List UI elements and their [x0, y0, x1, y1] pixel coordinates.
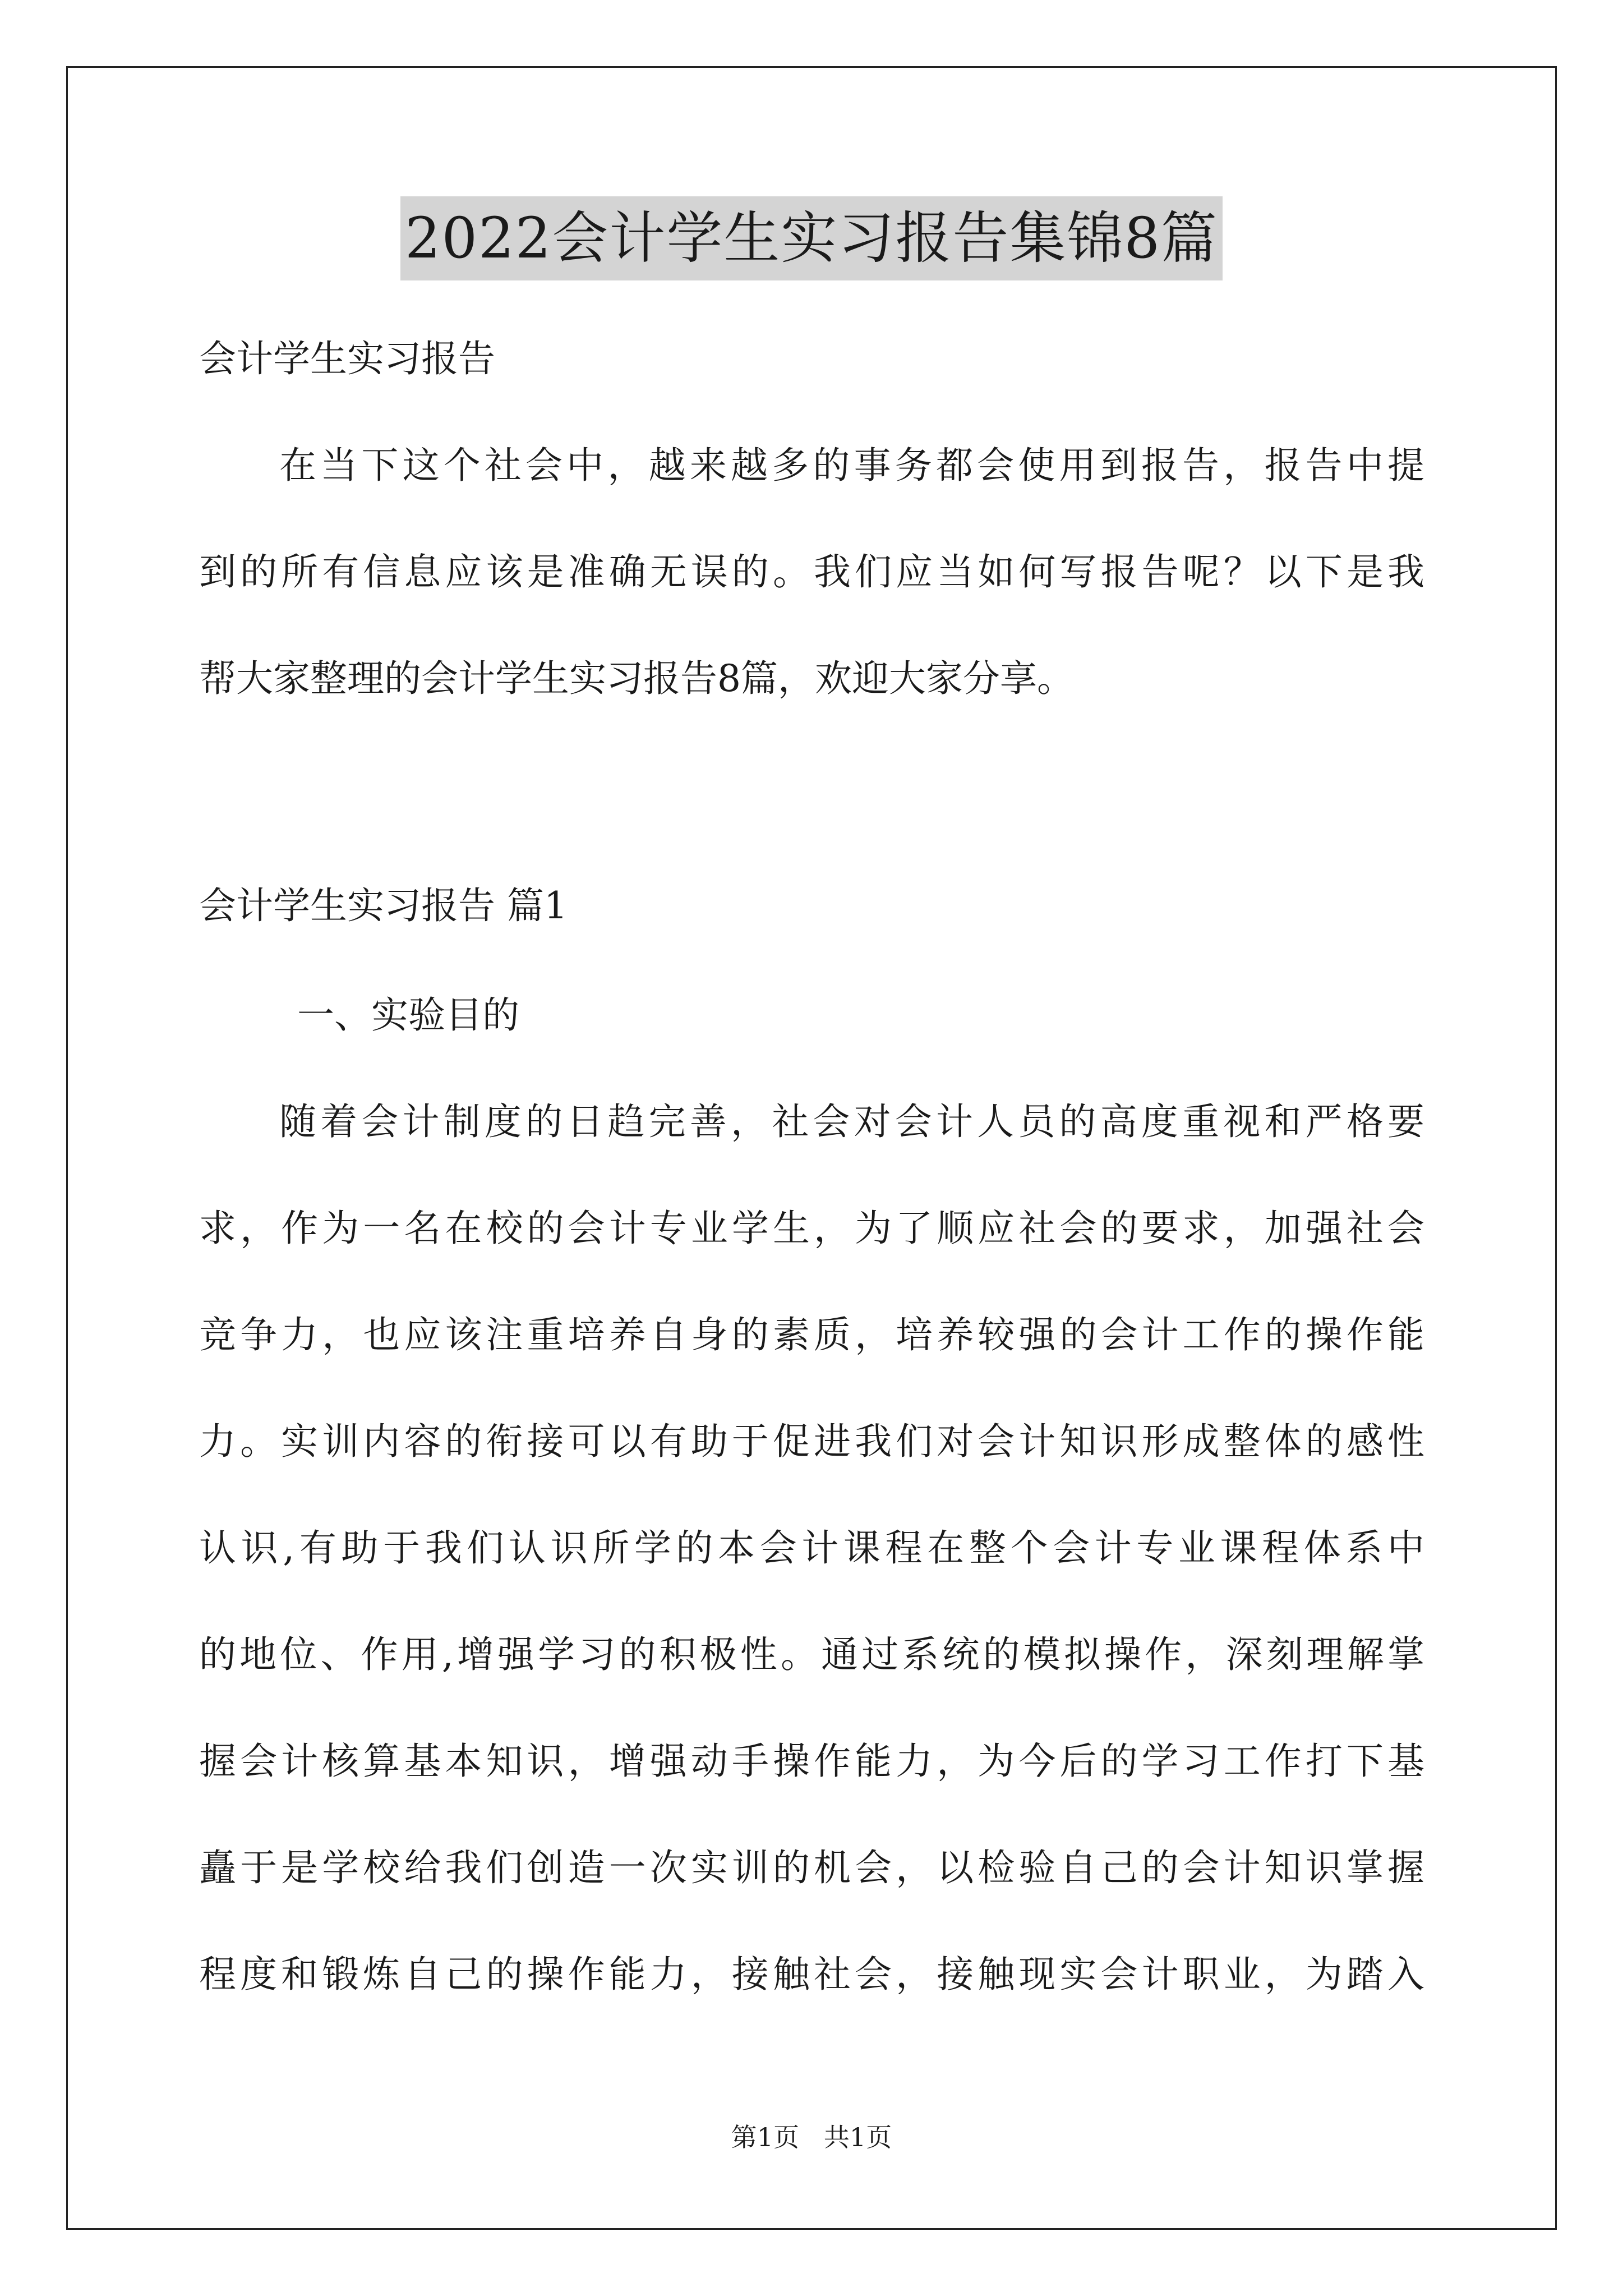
document-title: 2022会计学生实习报告集锦8篇 [400, 196, 1223, 280]
subheading: 一、实验目的 [297, 993, 519, 1037]
intro-line: 帮大家整理的会计学生实习报告8篇，欢迎大家分享。 [199, 657, 1074, 700]
body-line: 竞争力，也应该注重培养自身的素质，培养较强的会计工作的操作能 [199, 1313, 1424, 1356]
body-line: 认识,有助于我们认识所学的本会计课程在整个会计专业课程体系中 [199, 1526, 1424, 1570]
title-container [0, 196, 1623, 280]
body-line: 力。实训内容的衔接可以有助于促进我们对会计知识形成整体的感性 [199, 1420, 1424, 1463]
intro-line: 在当下这个社会中，越来越多的事务都会使用到报告，报告中提 [279, 444, 1424, 487]
body-line: 随着会计制度的日趋完善，社会对会计人员的高度重视和严格要 [279, 1100, 1424, 1143]
body-line: 握会计核算基本知识，增强动手操作能力，为今后的学习工作打下基 [199, 1740, 1424, 1783]
body-line: 的地位、作用,增强学习的积极性。通过系统的模拟操作，深刻理解掌 [199, 1633, 1424, 1676]
intro-line: 到的所有信息应该是准确无误的。我们应当如何写报告呢？以下是我 [199, 550, 1424, 593]
body-line: 程度和锻炼自己的操作能力，接触社会，接触现实会计职业，为踏入 [199, 1953, 1424, 1996]
body-line: 矗于是学校给我们创造一次实训的机会，以检验自己的会计知识掌握 [199, 1846, 1424, 1889]
intro-heading: 会计学生实习报告 [199, 337, 495, 380]
page-footer: 第1页 共1页 [731, 2122, 892, 2152]
section-heading: 会计学生实习报告 篇1 [199, 884, 568, 927]
body-line: 求，作为一名在校的会计专业学生，为了顺应社会的要求，加强社会 [199, 1207, 1424, 1250]
